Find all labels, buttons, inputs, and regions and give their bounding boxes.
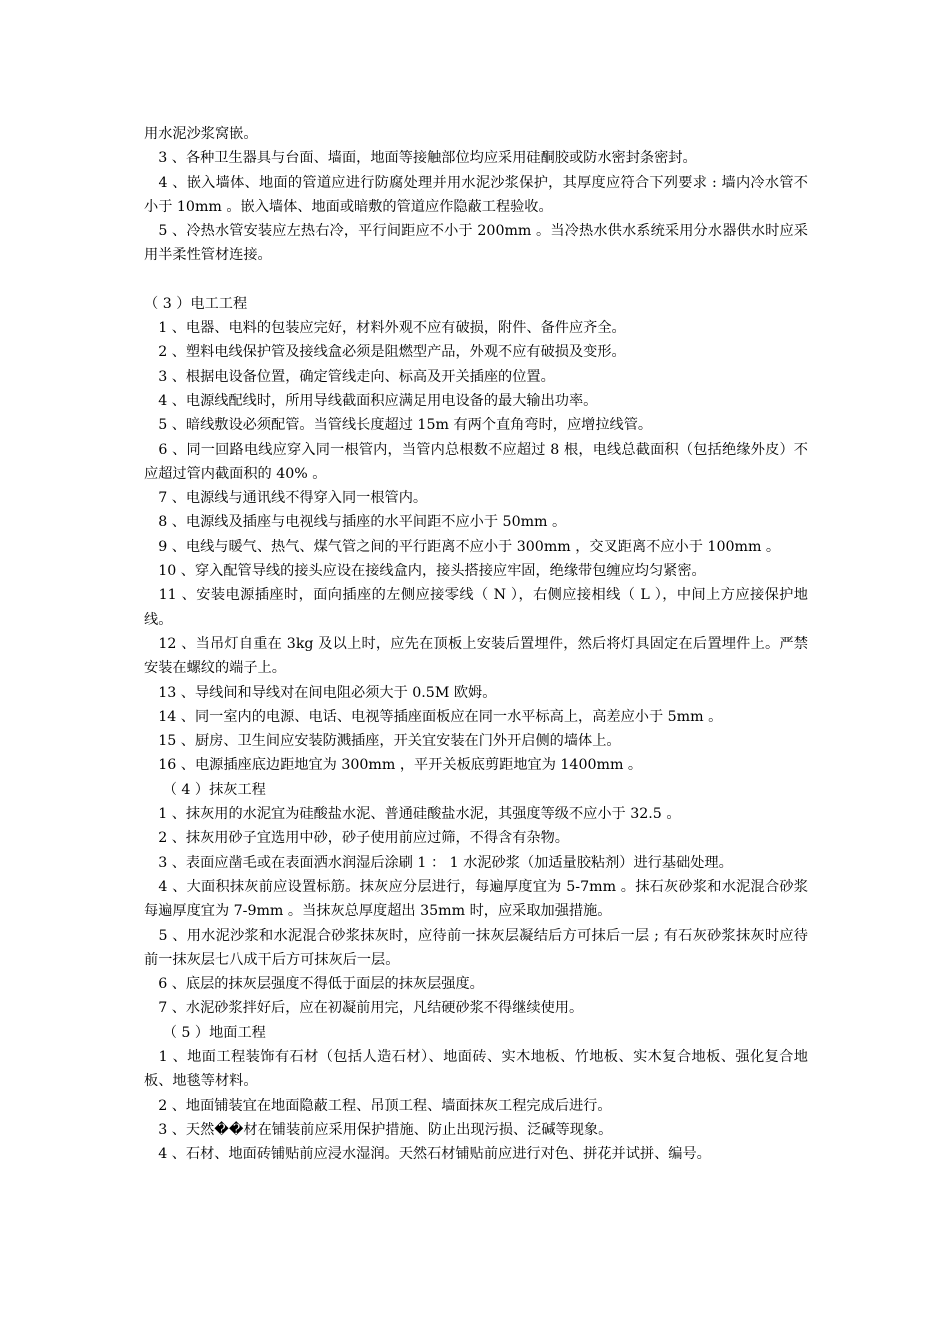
paragraph: 4 、石材、地面砖铺贴前应浸水湿润。天然石材铺贴前应进行对色、拼花并试拼、编号。 [144, 1146, 711, 1163]
paragraph: 3 、各种卫生器具与台面、墙面，地面等接触部位均应采用硅酮胶或防水密封条密封。 [144, 150, 697, 167]
blank-line [144, 268, 808, 292]
paragraph: 6 、同一回路电线应穿入同一根管内，当管内总根数不应超过 8 根，电线总截面积（包括绝缘外皮）不应超过管内截面积的 40% 。 [144, 441, 808, 482]
paragraph: 用水泥沙浆窝嵌。 [144, 126, 258, 142]
paragraph: （ 4 ）抹灰工程 [144, 781, 266, 798]
paragraph: 3 、表面应凿毛或在表面洒水润湿后涂刷 1 ： 1 水泥砂浆（加适量胶粘剂）进行基础处理。 [144, 854, 733, 871]
paragraph: 5 、冷热水管安装应左热右冷，平行间距应不小于 200mm 。当冷热水供水系统采用分水器供水时应采用半柔性管材连接。 [144, 223, 808, 264]
paragraph: 1 、抹灰用的水泥宜为硅酸盐水泥、普通硅酸盐水泥，其强度等级不应小于 32.5 。 [144, 806, 681, 823]
paragraph: 13 、导线间和导线对在间电阻必须大于 0.5M 欧姆。 [144, 684, 497, 701]
paragraph: 1 、地面工程装饰有石材（包括人造石材）、地面砖、实木地板、竹地板、实木复合地板、强化复合地板、地毯等材料。 [144, 1048, 808, 1090]
paragraph: 15 、厨房、卫生间应安装防溅插座，开关宜安装在门外开启侧的墙体上。 [144, 733, 621, 750]
paragraph: 2 、抹灰用砂子宜选用中砂，砂子使用前应过筛，不得含有杂物。 [144, 830, 569, 847]
paragraph: （ 5 ）地面工程 [144, 1024, 266, 1041]
paragraph: 7 、电源线与通讯线不得穿入同一根管内。 [144, 490, 428, 507]
paragraph: 2 、塑料电线保护管及接线盒必须是阻燃型产品，外观不应有破损及变形。 [144, 344, 626, 361]
paragraph: 7 、水泥砂浆拌好后，应在初凝前用完，凡结硬砂浆不得继续使用。 [144, 1000, 584, 1017]
paragraph: 2 、地面铺装宜在地面隐蔽工程、吊顶工程、墙面抹灰工程完成后进行。 [144, 1097, 612, 1114]
paragraph: 8 、电源线及插座与电视线与插座的水平间距不应小于 50mm 。 [144, 514, 567, 531]
paragraph: 4 、电源线配线时，所用导线截面积应满足用电设备的最大输出功率。 [144, 392, 598, 409]
paragraph: 14 、同一室内的电源、电话、电视等插座面板应在同一水平标高上，高差应小于 5mm 。 [144, 708, 723, 725]
paragraph: 3 、天然��材在铺装前应采用保护措施、防止出现污损、泛碱等现象。 [144, 1121, 613, 1138]
paragraph: 16 、电源插座底边距地宜为 300mm ，平开关板底剪距地宜为 1400mm 。 [144, 757, 643, 774]
paragraph: 3 、根据电设备位置，确定管线走向、标高及开关插座的位置。 [144, 368, 555, 385]
paragraph: 9 、电线与暖气、热气、煤气管之间的平行距离不应小于 300mm ，交叉距离不应小于 100mm 。 [144, 538, 781, 555]
paragraph: 1 、电器、电料的包装应完好，材料外观不应有破损，附件、备件应齐全。 [144, 320, 626, 337]
paragraph: 12 、当吊灯自重在 3kg 及以上时，应先在顶板上安装后置埋件，然后将灯具固定在后置埋件上。严禁安装在螺纹的端子上。 [144, 635, 808, 677]
paragraph: 5 、暗线敷设必须配管。当管线长度超过 15m 有两个直角弯时，应增拉线管。 [144, 417, 653, 434]
paragraph: 6 、底层的抹灰层强度不得低于面层的抹灰层强度。 [144, 976, 484, 993]
paragraph: 4 、嵌入墙体、地面的管道应进行防腐处理并用水泥沙浆保护，其厚度应符合下列要求 : 墙内冷水管不小于 10mm 。嵌入墙体、地面或暗敷的管道应作隐蔽工程验收。 [144, 174, 808, 215]
paragraph: 11 、安装电源插座时，面向插座的左侧应接零线（ N ），右侧应接相线（ L ），中间上方应接保护地线。 [144, 587, 808, 628]
paragraph: 4 、大面积抹灰前应设置标筋。抹灰应分层进行，每遍厚度宜为 5-7mm 。抹石灰砂浆和水泥混合砂浆每遍厚度宜为 7-9mm 。当抹灰总厚度超出 35mm 时，应采取加强措施。 [144, 878, 808, 920]
paragraph: （ 3 ）电工工程 [144, 295, 248, 312]
paragraph: 5 、用水泥沙浆和水泥混合砂浆抹灰时，应待前一抹灰层凝结后方可抹后一层 ; 有石灰砂浆抹灰时应待前一抹灰层七八成干后方可抹灰后一层。 [144, 927, 808, 968]
document-body [144, 122, 808, 1166]
paragraph: 10 、穿入配管导线的接头应设在接线盒内，接头搭接应牢固，绝缘带包缠应均匀紧密。 [144, 563, 706, 580]
